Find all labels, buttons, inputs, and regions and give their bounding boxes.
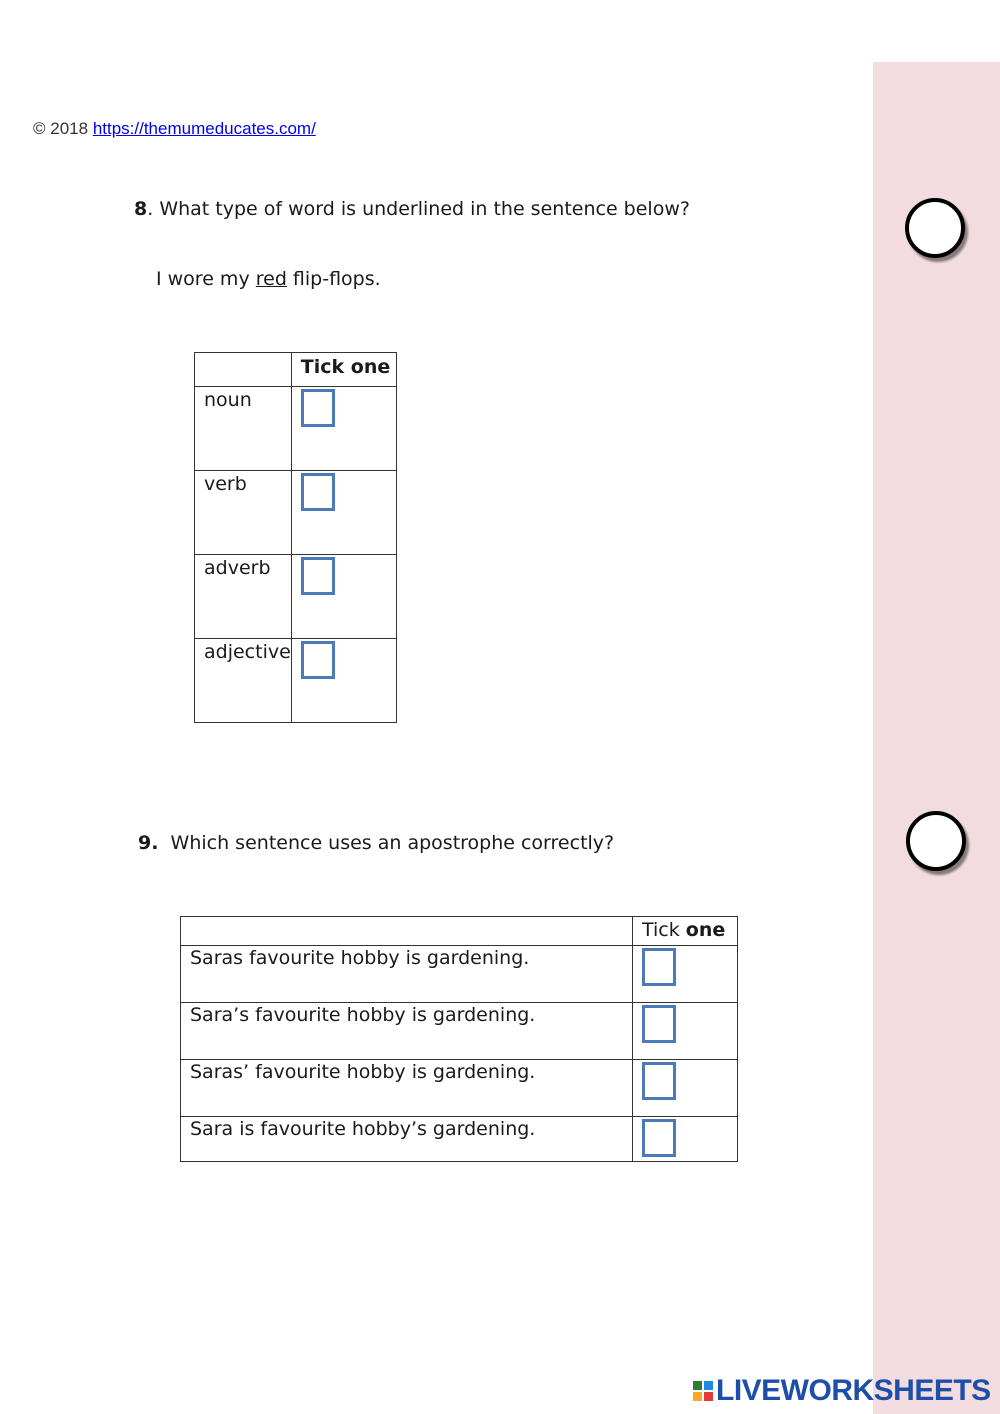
checkbox-sentence-3[interactable] xyxy=(642,1062,676,1100)
liveworksheets-icon xyxy=(693,1381,713,1401)
table-header-empty xyxy=(195,353,292,387)
option-adjective: adjective xyxy=(195,639,292,723)
table-row xyxy=(181,1117,738,1162)
table-row xyxy=(181,946,738,1003)
checkbox-sentence-2[interactable] xyxy=(642,1005,676,1043)
option-sentence-4: Sara is favourite hobby’s gardening. xyxy=(181,1117,633,1162)
checkbox-sentence-1[interactable] xyxy=(642,948,676,986)
question-9-text: Which sentence uses an apostrophe correctly? xyxy=(170,832,615,854)
table-row xyxy=(195,639,397,723)
question-9-prompt xyxy=(138,832,614,854)
sentence-underlined-word: red xyxy=(255,268,287,290)
tick-one-header: Tick one xyxy=(633,917,738,946)
table-header-empty xyxy=(181,917,633,946)
table-row xyxy=(195,471,397,555)
question-9-table xyxy=(180,916,738,1162)
table-row xyxy=(195,387,397,471)
option-sentence-1: Saras favourite hobby is gardening. xyxy=(181,946,633,1003)
question-8-prompt xyxy=(134,198,690,220)
liveworksheets-logo xyxy=(693,1374,991,1408)
question-8-text: . What type of word is underlined in the sentence below? xyxy=(147,198,690,220)
checkbox-adverb[interactable] xyxy=(301,557,335,595)
table-row xyxy=(195,555,397,639)
table-header-row xyxy=(195,353,397,387)
question-8-number: 8 xyxy=(134,198,148,220)
option-verb: verb xyxy=(195,471,292,555)
copyright xyxy=(33,119,316,139)
option-sentence-2: Sara’s favourite hobby is gardening. xyxy=(181,1003,633,1060)
score-margin-strip xyxy=(873,62,1000,1414)
question-8-table xyxy=(194,352,397,723)
source-link[interactable]: https://themumeducates.com/ xyxy=(92,119,316,138)
score-circle-q8 xyxy=(905,198,965,258)
table-row xyxy=(181,1060,738,1117)
score-circle-q9 xyxy=(906,811,966,871)
option-sentence-3: Saras’ favourite hobby is gardening. xyxy=(181,1060,633,1117)
option-adverb: adverb xyxy=(195,555,292,639)
table-row xyxy=(181,1003,738,1060)
sentence-after: flip-flops. xyxy=(286,268,381,290)
sentence-before: I wore my xyxy=(156,268,256,290)
checkbox-noun[interactable] xyxy=(301,389,335,427)
brand-text: LIVEWORKSHEETS xyxy=(716,1374,991,1407)
checkbox-sentence-4[interactable] xyxy=(642,1119,676,1157)
option-noun: noun xyxy=(195,387,292,471)
checkbox-verb[interactable] xyxy=(301,473,335,511)
question-9-number: 9. xyxy=(138,832,159,854)
checkbox-adjective[interactable] xyxy=(301,641,335,679)
table-header-row xyxy=(181,917,738,946)
copyright-text: © 2018 xyxy=(33,119,89,138)
tick-one-header: Tick one xyxy=(291,353,396,387)
question-8-sentence xyxy=(156,268,381,290)
